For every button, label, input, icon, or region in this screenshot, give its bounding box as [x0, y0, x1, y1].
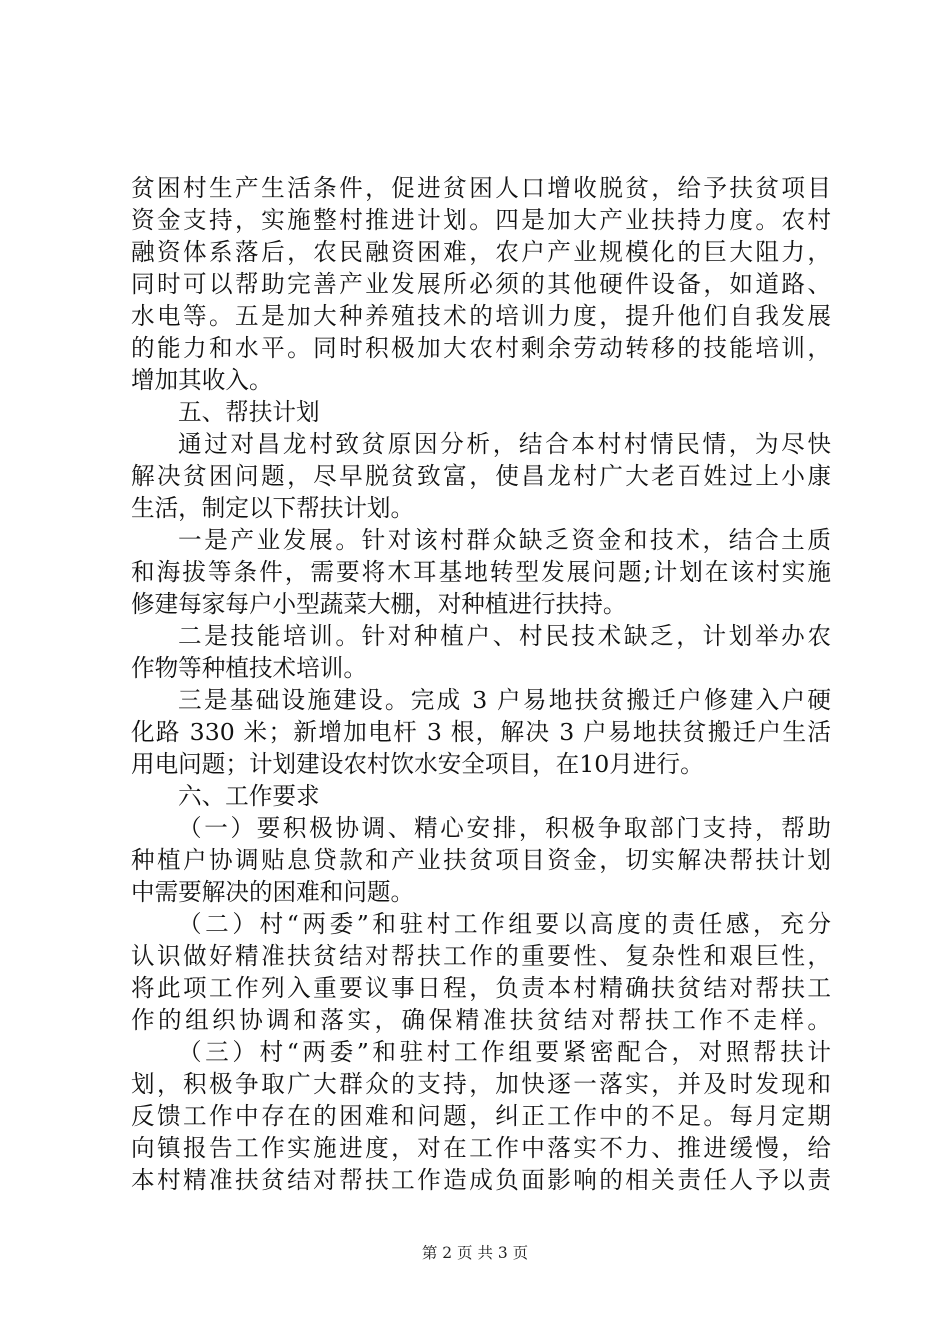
text-line: 和海拔等条件，需要将木耳基地转型发展问题;计划在该村实施 [131, 558, 831, 586]
text-line: （二）村“两委”和驻村工作组要以高度的责任感，充分 [178, 910, 831, 938]
text-line: 同时可以帮助完善产业发展所必须的其他硬件设备，如道路、 [131, 270, 831, 298]
text-line: 认识做好精准扶贫结对帮扶工作的重要性、复杂性和艰巨性， [131, 942, 831, 970]
text-line: 作物等种植技术培训。 [131, 654, 367, 682]
text-line: 生活，制定以下帮扶计划。 [131, 494, 415, 522]
text-line: 划，积极争取广大群众的支持，加快逐一落实，并及时发现和 [131, 1070, 831, 1098]
text-line: 本村精准扶贫结对帮扶工作造成负面影响的相关责任人予以责 [131, 1166, 831, 1194]
text-line: 的能力和水平。同时积极加大农村剩余劳动转移的技能培训， [131, 334, 831, 362]
text-line: 将此项工作列入重要议事日程，负责本村精确扶贫结对帮扶工 [131, 974, 831, 1002]
text-line: 化路 330 米；新增加电杆 3 根，解决 3 户易地扶贫搬迁户生活 [131, 718, 831, 746]
text-line: 向镇报告工作实施进度，对在工作中落实不力、推进缓慢，给 [131, 1134, 831, 1162]
text-line: 中需要解决的困难和问题。 [131, 878, 415, 906]
text-line: 融资体系落后，农民融资困难，农户产业规模化的巨大阻力， [131, 238, 831, 266]
text-line: 修建每家每户小型蔬菜大棚，对种植进行扶持。 [131, 590, 627, 618]
text-line: （一）要积极协调、精心安排，积极争取部门支持，帮助 [178, 814, 831, 842]
text-line: 贫困村生产生活条件，促进贫困人口增收脱贫，给予扶贫项目 [131, 174, 831, 202]
text-line: 三是基础设施建设。完成 3 户易地扶贫搬迁户修建入户硬 [178, 686, 831, 714]
text-line: 水电等。五是加大种养殖技术的培训力度，提升他们自我发展 [131, 302, 831, 330]
text-line: 一是产业发展。针对该村群众缺乏资金和技术，结合土质 [178, 526, 831, 554]
text-line: 二是技能培训。针对种植户、村民技术缺乏，计划举办农 [178, 622, 831, 650]
text-line: （三）村“两委”和驻村工作组要紧密配合，对照帮扶计 [178, 1038, 831, 1066]
section-heading: 五、帮扶计划 [178, 398, 320, 426]
text-line: 反馈工作中存在的困难和问题，纠正工作中的不足。每月定期 [131, 1102, 831, 1130]
page-number-footer: 第 2 页 共 3 页 [421, 1244, 529, 1262]
text-line: 通过对昌龙村致贫原因分析，结合本村村情民情，为尽快 [178, 430, 831, 458]
document-body [131, 172, 831, 1196]
text-line: 作的组织协调和落实，确保精准扶贫结对帮扶工作不走样。 [131, 1006, 831, 1034]
text-line: 增加其收入。 [131, 366, 273, 394]
text-line: 种植户协调贴息贷款和产业扶贫项目资金，切实解决帮扶计划 [131, 846, 831, 874]
text-line: 用电问题；计划建设农村饮水安全项目，在10月进行。 [131, 750, 704, 778]
text-line: 资金支持，实施整村推进计划。四是加大产业扶持力度。农村 [131, 206, 831, 234]
section-heading: 六、工作要求 [178, 782, 320, 810]
text-line: 解决贫困问题，尽早脱贫致富，使昌龙村广大老百姓过上小康 [131, 462, 831, 490]
